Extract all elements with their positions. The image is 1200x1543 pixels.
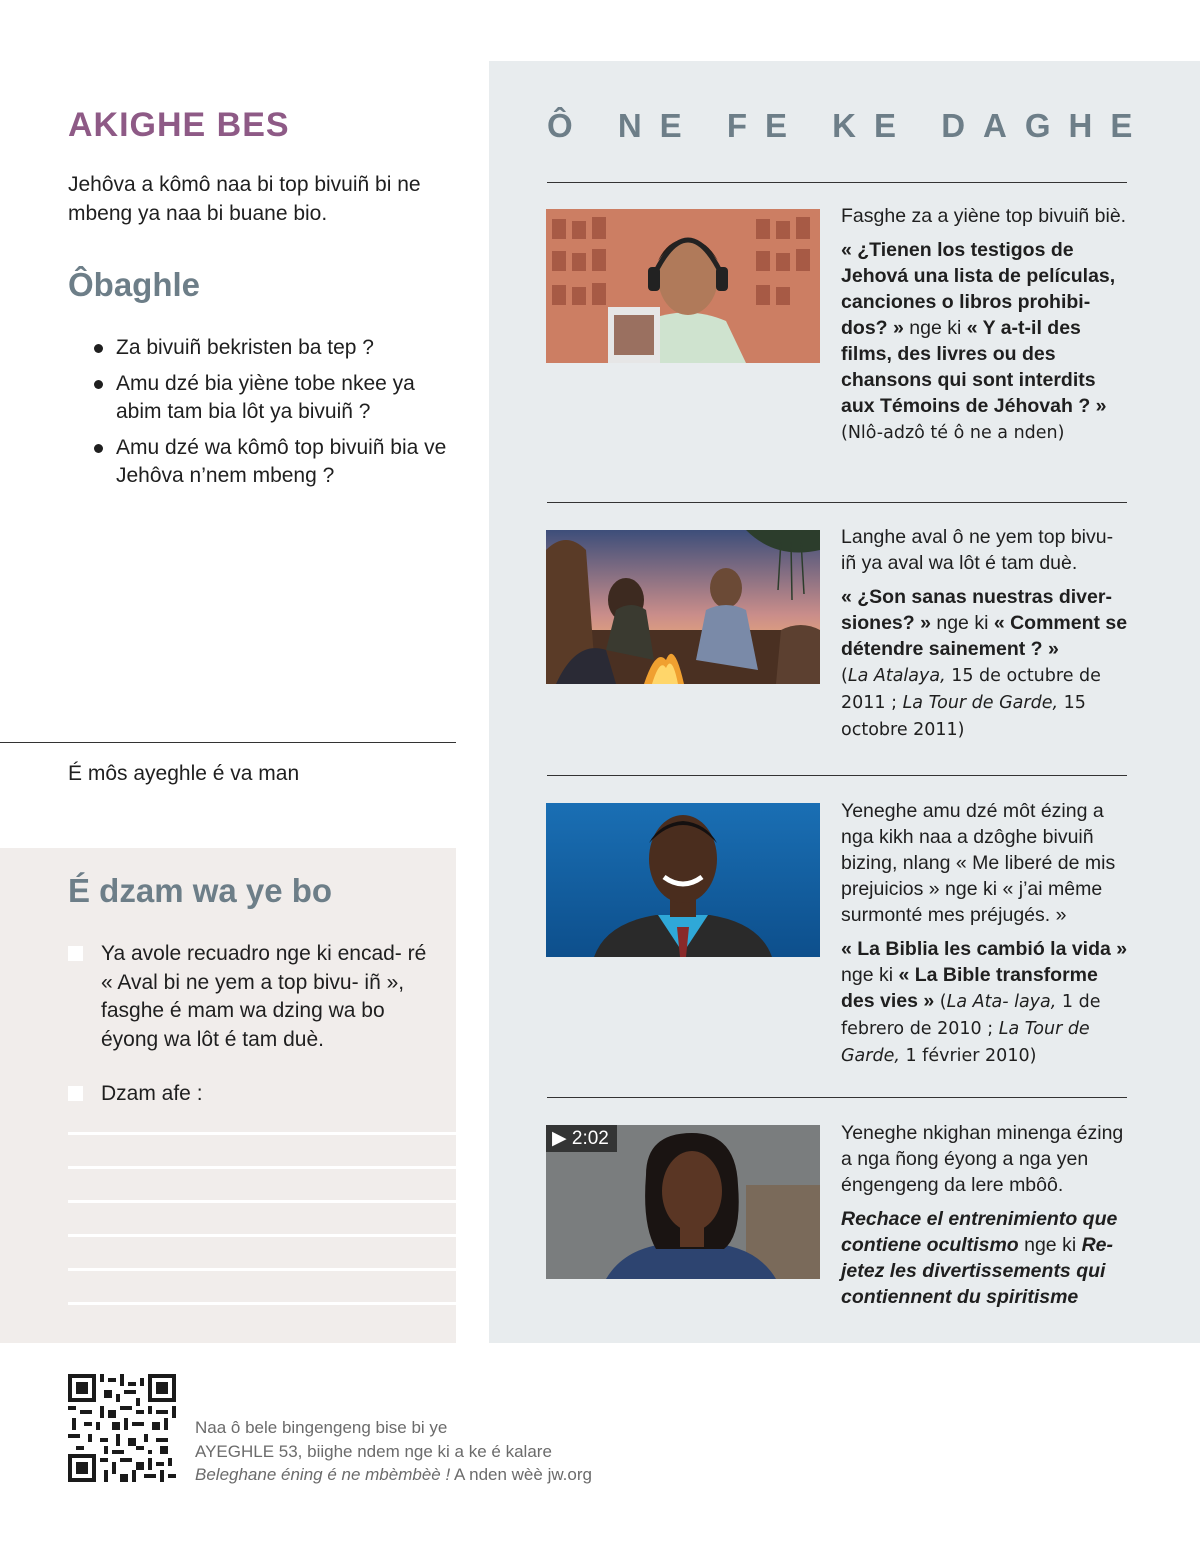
entry-image-campfire[interactable]	[546, 530, 820, 684]
right-panel-title: Ô NE FE KE DAGHE	[547, 107, 1151, 144]
write-line[interactable]	[68, 1302, 456, 1305]
checkbox-icon[interactable]	[68, 946, 83, 961]
todo-item-other: Dzam afe :	[68, 1080, 438, 1109]
entry-3-refs: « La Biblia les cambió la vida » nge ki « La Bible transforme des vies » (La Ata- laya, 1 de febrero de 2010 ; La Tour de Garde, 1 février 2010)	[841, 938, 1128, 1066]
left-divider	[0, 742, 456, 743]
entry-2-text: Langhe aval ô ne yem top bivu- iñ ya aval wa lôt é tam duè. « ¿Son sanas nuestras diver- siones? » nge ki « Comment se détendre sainement ? » (La Atalaya, 15 de octubre de 2011 ; La Tour de Garde, 15 octobre 2011)	[841, 526, 1128, 740]
mos-text: É môs ayeghle é va man	[68, 762, 300, 785]
bullet-icon	[94, 444, 103, 453]
akighe-text: Jehôva a kômô naa bi top bivuiñ bi ne mbeng ya naa bi buane bio.	[68, 173, 421, 225]
footer-text: Naa ô bele bingengeng bise bi ye AYEGHLE 53, biighe ndem nge ki a ke é kalare Beleghane éning é ne mbèmbèè ! A nden wèè jw.org	[195, 1418, 592, 1484]
write-line[interactable]	[68, 1132, 456, 1135]
akighe-title: AKIGHE BES	[68, 106, 290, 144]
question-list	[94, 334, 454, 498]
entry-image-man-portrait[interactable]	[546, 803, 820, 957]
right-panel	[489, 61, 1200, 1343]
divider	[547, 1097, 1127, 1098]
bullet-icon	[94, 380, 103, 389]
write-line[interactable]	[68, 1268, 456, 1271]
entry-2-refs: « ¿Son sanas nuestras diver- siones? » nge ki « Comment se détendre sainement ? » (La Atalaya, 15 de octubre de 2011 ; La Tour de Garde, 15 octobre 2011)	[841, 586, 1128, 740]
qr-code-icon[interactable]	[68, 1374, 176, 1482]
bullet-icon	[94, 344, 103, 353]
entry-4-text: Yeneghe nkighan minenga ézing a nga ñong éyong a nga yen éngengeng da lere mbôô. Rechace el entrenimiento que contiene ocultismo nge ki Re- jetez les divertissements qui contiennent du spiritisme	[841, 1122, 1124, 1308]
write-line[interactable]	[68, 1200, 456, 1203]
todo-item-recuadro: Ya avole recuadro nge ki encad- ré « Aval bi ne yem a top bivu- iñ », fasghe é mam wa dzing wa bo éyong wa lôt é tam duè.	[68, 940, 438, 1054]
write-line[interactable]	[68, 1234, 456, 1237]
divider	[547, 775, 1127, 776]
entry-1-text: Fasghe za a yiène top bivuiñ biè. « ¿Tienen los testigos de Jehová una lista de películas, canciones o libros prohibi- dos? » nge ki « Y a-t-il des films, des livres ou des chansons qui sont interdits aux Témoins de Jéhovah ? » (Nlô-adzô té ô ne a nden)	[841, 205, 1127, 443]
video-duration-badge[interactable]: ▶ 2:02	[546, 1125, 617, 1152]
question-item: Amu dzé wa kômô top bivuiñ bia ve Jehôva n’nem mbeng ?	[94, 434, 454, 490]
entry-3-text: Yeneghe amu dzé môt ézing a nga kikh naa a dzôghe bivuiñ bizing, nlang « Me liberé de mis prejuicios » nge ki « j’ai même surmonté mes préjugés. » « La Biblia les cambió la vida » nge ki « La Bible transforme des vies » (La Ata- laya, 1 de febrero de 2010 ; La Tour de Garde, 1 février 2010)	[841, 800, 1128, 1066]
write-line[interactable]	[68, 1166, 456, 1169]
entry-1-refs: « ¿Tienen los testigos de Jehová una lista de películas, canciones o libros prohibi- dos? » nge ki « Y a-t-il des films, des livres ou des chansons qui sont interdits aux Témoins de Jéhovah ? » (Nlô-adzô té ô ne a nden)	[841, 239, 1116, 443]
entry-image-headphones[interactable]	[546, 209, 820, 363]
question-item: Za bivuiñ bekristen ba tep ?	[94, 334, 454, 362]
entry-video-thumbnail[interactable]	[546, 1125, 820, 1279]
divider	[547, 182, 1127, 183]
todo-title: É dzam wa ye bo	[68, 872, 333, 909]
divider	[547, 502, 1127, 503]
todo-box	[0, 848, 456, 1343]
question-item: Amu dzé bia yiène tobe nkee ya abim tam bia lôt ya bivuiñ ?	[94, 370, 454, 426]
obaghle-title: Ôbaghle	[68, 266, 201, 303]
checkbox-icon[interactable]	[68, 1086, 83, 1101]
entry-4-refs: Rechace el entrenimiento que contiene ocultismo nge ki Re- jetez les divertissements qui contiennent du spiritisme	[841, 1208, 1118, 1308]
